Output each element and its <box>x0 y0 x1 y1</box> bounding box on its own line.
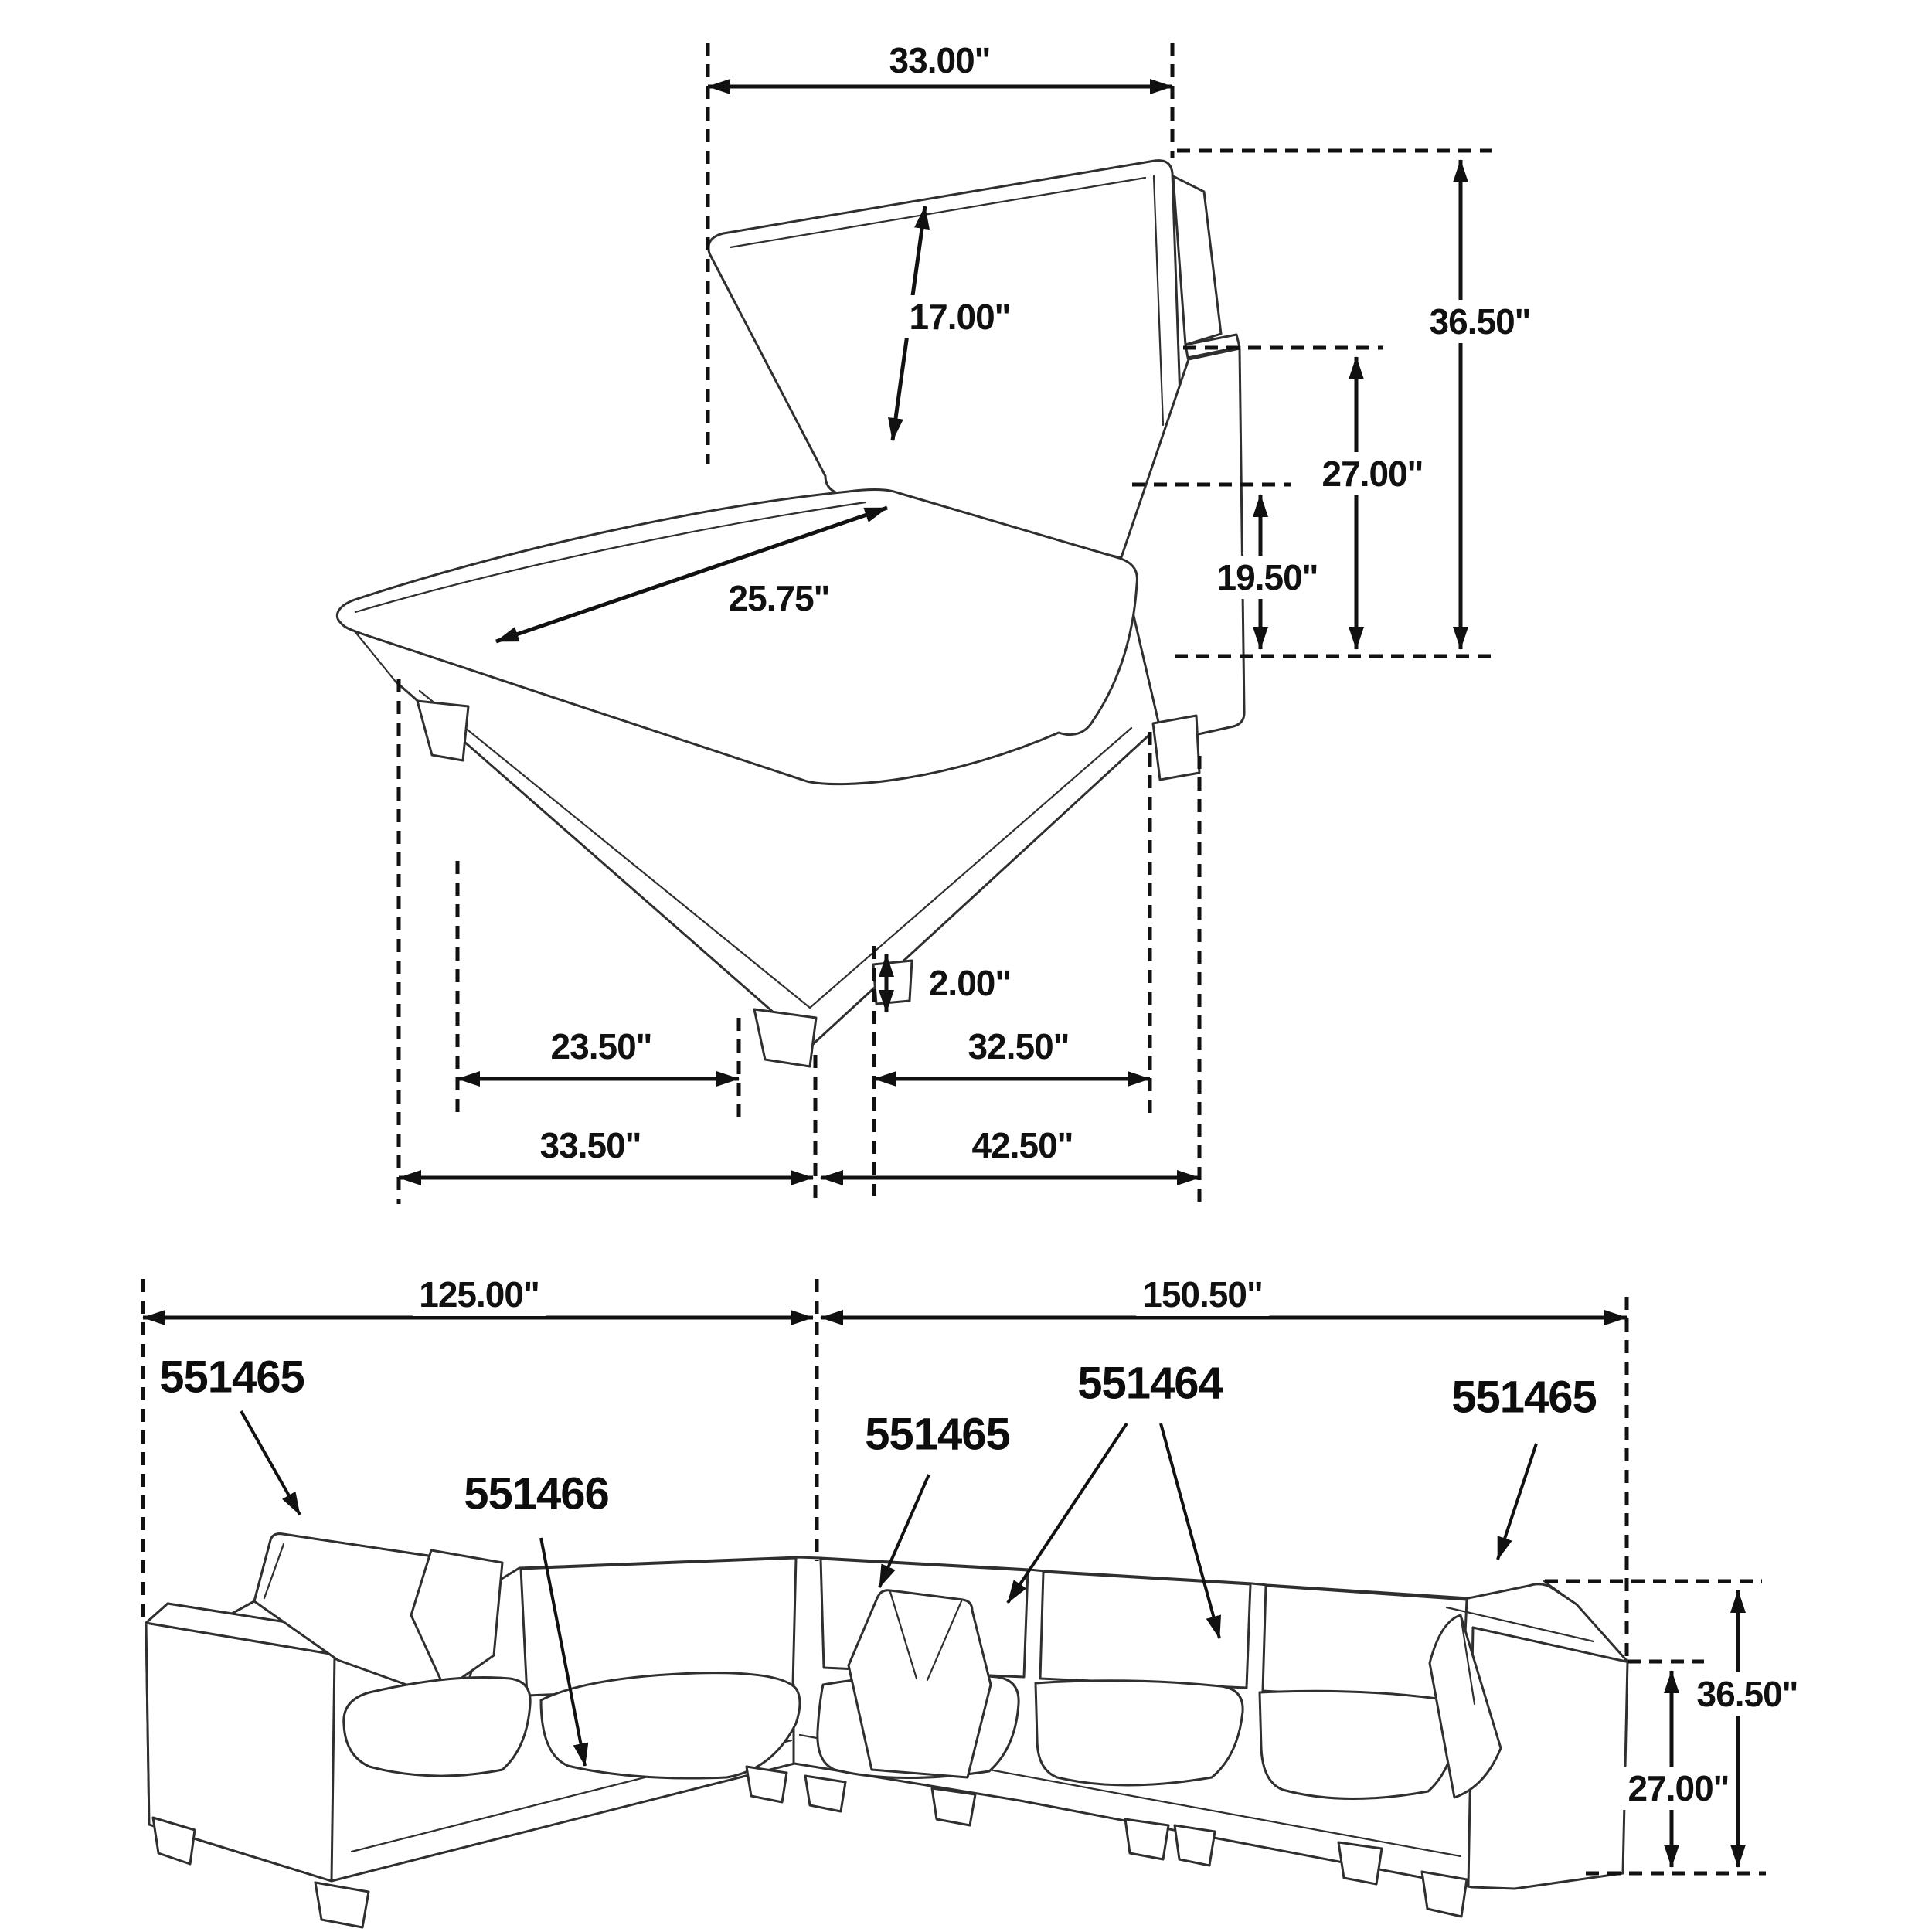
sofa-leg <box>1175 1825 1215 1866</box>
chair-back-diagonal-label: 17.00" <box>903 295 1017 338</box>
sofa-leg <box>315 1883 369 1927</box>
chair-back-panel <box>1173 176 1221 345</box>
sofa-leg <box>747 1767 787 1802</box>
sofa-seat-cushion <box>1260 1691 1458 1798</box>
sofa-seat-cushion <box>344 1677 530 1776</box>
chair-side-span-label: 32.50" <box>962 1025 1076 1068</box>
sku-label-corner: 551466 <box>459 1468 614 1520</box>
sku-label-right-arm: 551465 <box>1447 1372 1601 1423</box>
sofa-arm-height-label: 27.00" <box>1622 1767 1736 1810</box>
sofa-back-height-label: 36.50" <box>1691 1672 1804 1716</box>
sofa-accent-pillow <box>849 1590 991 1777</box>
sofa-seat-cushion <box>541 1673 800 1778</box>
chair-top-width-label: 33.00" <box>883 39 997 82</box>
chair-overall-height-label: 36.50" <box>1423 300 1537 343</box>
sofa-leg <box>1422 1872 1467 1917</box>
sofa-right-width-label: 150.50" <box>1136 1273 1269 1316</box>
chair-back-cushion <box>709 161 1182 558</box>
sku-label-left-arm: 551465 <box>155 1352 309 1403</box>
chair-leg <box>754 1009 816 1066</box>
sofa-seat-cushion <box>1036 1681 1243 1785</box>
sofa-drawing <box>146 1534 1628 1927</box>
sofa-leg <box>1125 1819 1168 1859</box>
sku-label-armless-center: 551465 <box>860 1409 1015 1461</box>
sofa-leg <box>1338 1842 1382 1884</box>
chair-leg-height-label: 2.00" <box>923 961 1017 1005</box>
chair-base-width-label: 33.50" <box>534 1124 648 1167</box>
sku-label-armless-pair: 551464 <box>1073 1358 1227 1410</box>
chair-seat-back-height-label: 19.50" <box>1211 556 1325 599</box>
sofa-leg <box>932 1788 975 1825</box>
chair-base-depth-label: 42.50" <box>966 1124 1080 1167</box>
sofa-left-width-label: 125.00" <box>413 1273 546 1316</box>
chair-front-span-label: 23.50" <box>545 1025 658 1068</box>
chair-back-height-label: 27.00" <box>1316 452 1430 495</box>
sofa-leg <box>805 1776 845 1811</box>
chair-leg <box>417 701 468 760</box>
chair-leg <box>1153 716 1199 780</box>
sofa-back-cushion <box>1040 1572 1250 1688</box>
chair-leg <box>873 961 912 1004</box>
chair-seat-diagonal-label: 25.75" <box>723 577 836 620</box>
